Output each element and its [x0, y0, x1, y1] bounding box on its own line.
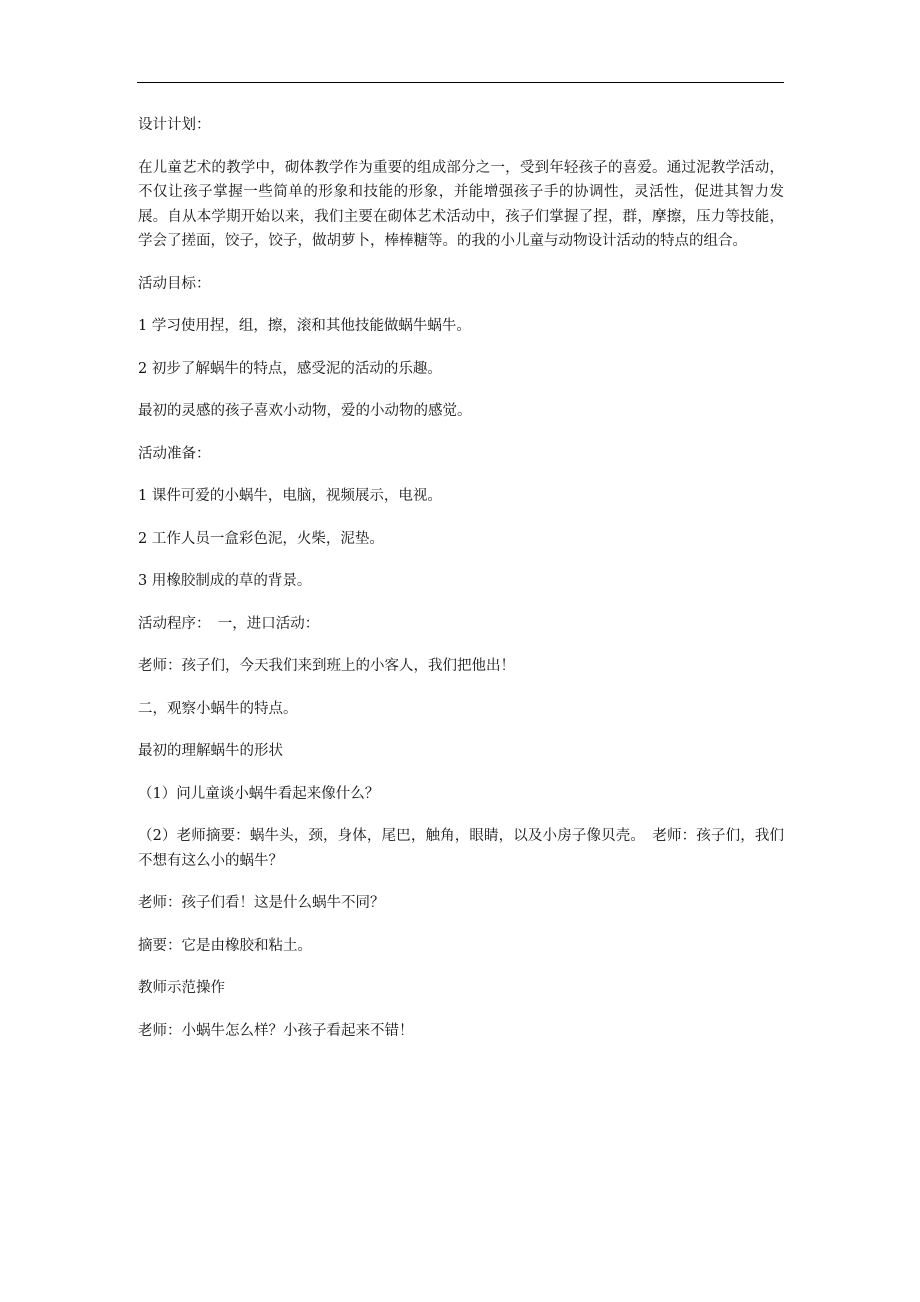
- preparation-item-2: 2 工作人员一盒彩色泥，火柴，泥垫。: [138, 530, 384, 547]
- teacher-line-3: 老师：小蜗牛怎么样？小孩子看起来不错！: [138, 1022, 414, 1039]
- intro-paragraph: 在儿童艺术的教学中，砌体教学作为重要的组成部分之一，受到年轻孩子的喜爱。通过泥教学活动，不仅让孩子掌握一些简单的形象和技能的形象，并能增强孩子手的协调性，灵活性，促进其智力发展。自从本学期开始以来，我们主要在砌体艺术活动中，孩子们掌握了捏，群，摩擦，压力等技能，学会了搓面，饺子，饺子，做胡萝卜，棒棒糖等。的我的小儿童与动物设计活动的特点的组合。: [138, 159, 784, 249]
- section-heading-goals: 活动目标：: [138, 275, 211, 292]
- shape-understanding-line: 最初的理解蜗牛的形状: [138, 743, 283, 759]
- section-heading-preparation: 活动准备：: [138, 445, 211, 462]
- section-heading-procedure: 活动程序： 一，进口活动：: [138, 615, 320, 632]
- section-heading-design-plan: 设计计划：: [138, 117, 211, 133]
- procedure-step-2: 二，观察小蜗牛的特点。: [138, 700, 298, 717]
- inspiration-line: 最初的灵感的孩子喜欢小动物，爱的小动物的感觉。: [138, 403, 472, 419]
- document-body: [138, 113, 784, 1061]
- goal-item-2: 2 初步了解蜗牛的特点，感受泥的活动的乐趣。: [138, 360, 442, 377]
- preparation-item-3: 3 用橡胶制成的草的背景。: [138, 573, 312, 589]
- summary-line: 摘要：它是由橡胶和粘土。: [138, 937, 312, 954]
- demonstration-heading: 教师示范操作: [138, 980, 225, 996]
- goal-item-1: 1 学习使用捏，组，擦，滚和其他技能做蜗牛蜗牛。: [138, 318, 471, 334]
- question-item-1: （1）问儿童谈小蜗牛看起来像什么？: [138, 785, 380, 802]
- teacher-line-1: 老师：孩子们，今天我们来到班上的小客人，我们把他出！: [138, 658, 515, 674]
- teacher-line-2: 老师：孩子们看！这是什么蜗牛不同？: [138, 895, 385, 911]
- summary-item-2: （2）老师摘要：蜗牛头，颈，身体，尾巴，触角，眼睛，以及小房子像贝壳。 老师：孩子们，我们不想有这么小的蜗牛？: [138, 828, 784, 869]
- header-rule: [137, 82, 784, 83]
- preparation-item-1: 1 课件可爱的小蜗牛，电脑，视频展示，电视。: [138, 488, 442, 504]
